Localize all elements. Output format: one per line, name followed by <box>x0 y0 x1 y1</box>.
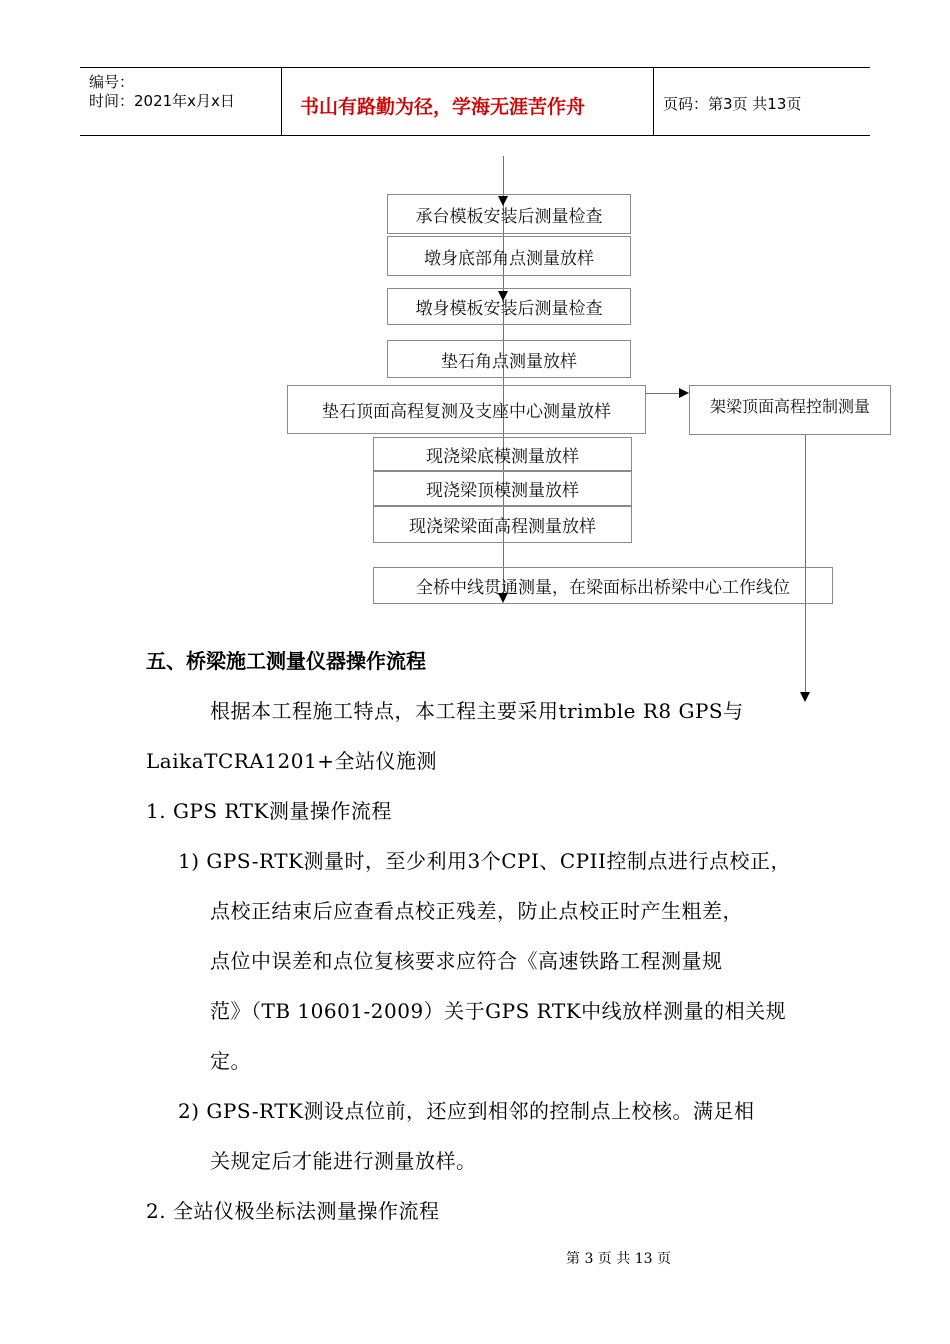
section-title: 五、桥梁施工测量仪器操作流程 <box>146 649 426 673</box>
header-divider-right <box>653 67 654 136</box>
flow-step-6: 现浇梁底模测量放样 <box>373 437 632 471</box>
item-2-title: 2. 全站仪极坐标法测量操作流程 <box>146 1199 440 1223</box>
flow-side-connector <box>805 435 806 693</box>
flow-step-9: 全桥中线贯通测量，在梁面标出桥梁中心工作线位 <box>373 567 833 604</box>
intro-line-2: LaikaTCRA1201+全站仪施测 <box>146 749 437 773</box>
flow-step-3: 墩身模板安装后测量检查 <box>387 288 631 325</box>
item-1-1-line-1: 1) GPS-RTK测量时，至少利用3个CPI、CPII控制点进行点校正， <box>178 849 791 873</box>
item-1-1-line-3: 点位中误差和点位复核要求应符合《高速铁路工程测量规 <box>210 949 723 973</box>
flow-step-1: 承台模板安装后测量检查 <box>387 194 631 234</box>
item-1-1-line-4: 范》（TB 10601-2009）关于GPS RTK中线放样测量的相关规 <box>210 999 787 1023</box>
item-1-title: 1. GPS RTK测量操作流程 <box>146 799 392 823</box>
header-top-border <box>80 67 870 68</box>
item-1-1-line-5: 定。 <box>210 1049 251 1073</box>
page-label: 页码：第3页 共13页 <box>663 95 802 113</box>
item-1-2-line-2: 关规定后才能进行测量放样。 <box>210 1149 477 1173</box>
page-footer: 第 3 页 共 13 页 <box>566 1251 671 1267</box>
flow-step-8: 现浇梁梁面高程测量放样 <box>373 506 632 543</box>
serial-label: 编号： <box>89 73 135 91</box>
item-1-2-line-1: 2) GPS-RTK测设点位前，还应到相邻的控制点上校核。满足相 <box>178 1099 755 1123</box>
motto: 书山有路勤为径，学海无涯苦作舟 <box>300 96 586 118</box>
flow-side-arrow <box>800 692 810 702</box>
header-divider-left <box>281 67 282 136</box>
time-label: 时间：2021年x月x日 <box>89 92 235 110</box>
flow-step-5: 垫石顶面高程复测及支座中心测量放样 <box>287 385 646 434</box>
intro-line-1: 根据本工程施工特点，本工程主要采用trimble R8 GPS与 <box>210 699 744 723</box>
header-bottom-border <box>80 135 870 136</box>
flow-branch-arrow <box>679 388 689 398</box>
flow-step-2: 墩身底部角点测量放样 <box>387 236 631 276</box>
flow-branch-line <box>646 393 682 394</box>
item-1-1-line-2: 点校正结束后应查看点校正残差，防止点校正时产生粗差， <box>210 899 743 923</box>
flow-step-7: 现浇梁顶模测量放样 <box>373 471 632 506</box>
flow-side-step: 架梁顶面高程控制测量 <box>689 385 891 435</box>
flow-step-4: 垫石角点测量放样 <box>387 340 631 378</box>
